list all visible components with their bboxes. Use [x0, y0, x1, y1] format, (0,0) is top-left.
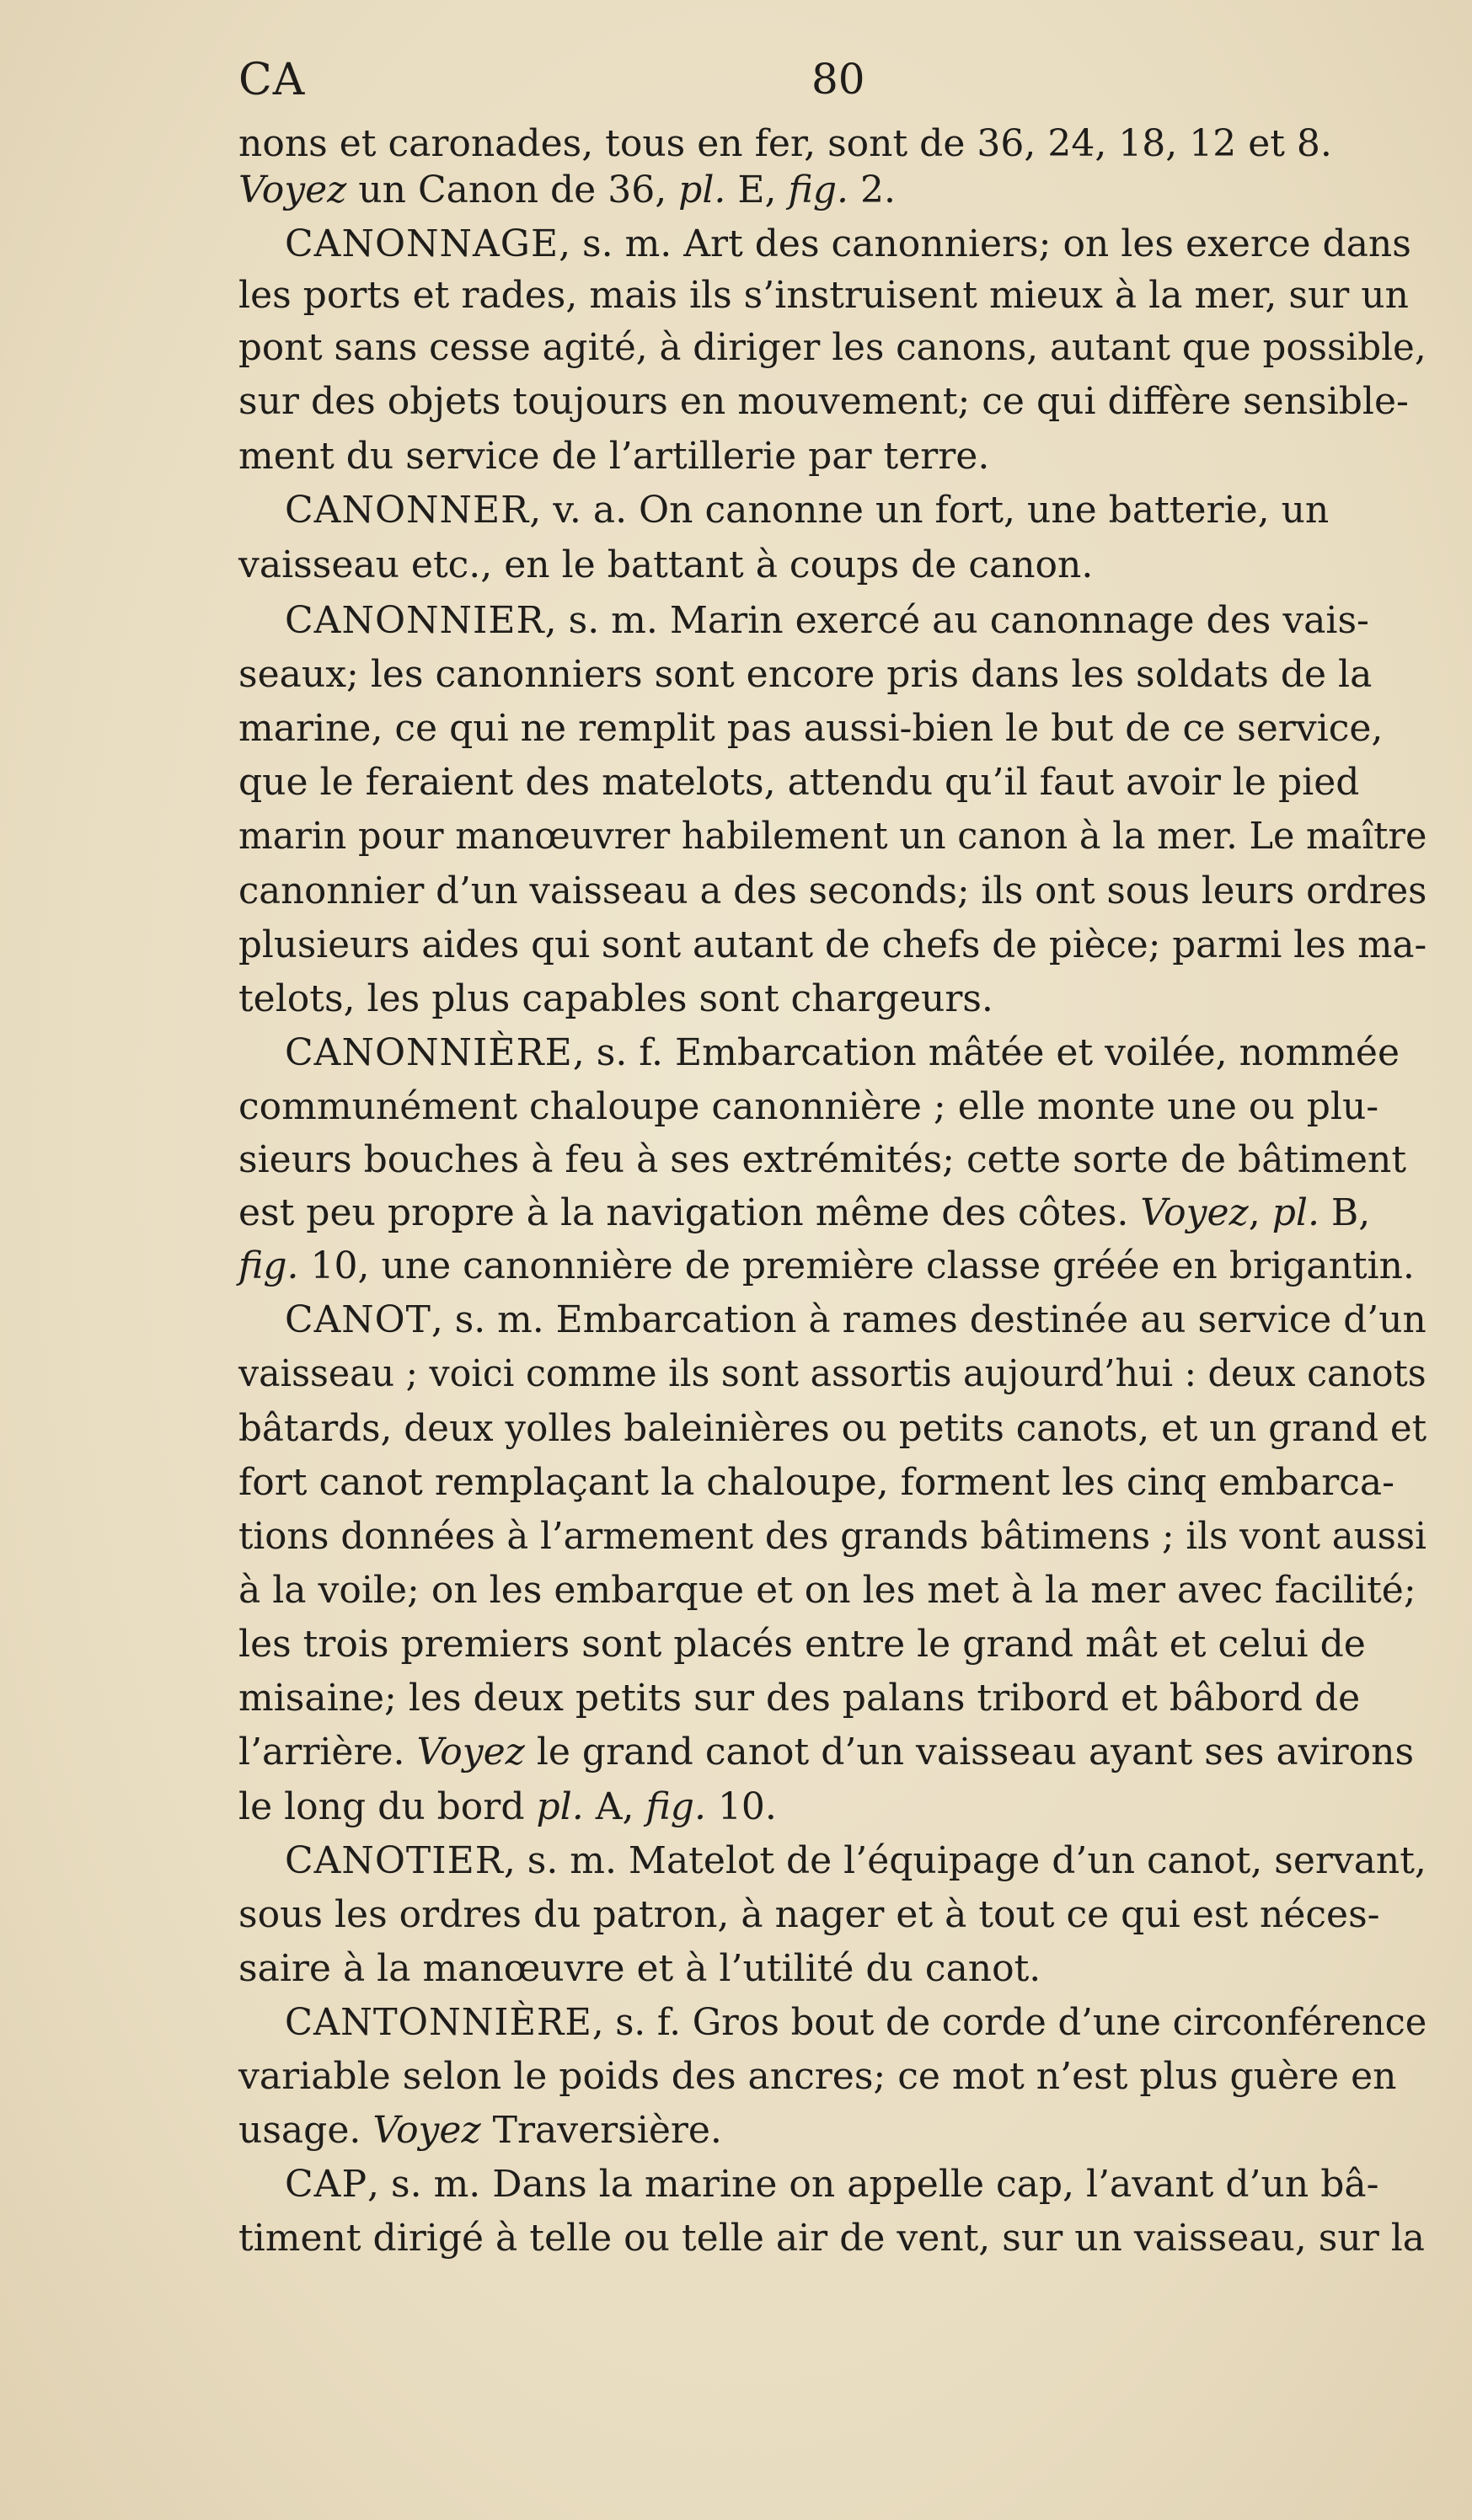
text-run: un Canon de 36, — [346, 169, 679, 211]
text-run: tions données à l’armement des grands bâtimens ; ils vont aussi — [238, 1515, 1427, 1558]
headword: CANONNER — [285, 489, 530, 532]
text-line — [238, 757, 1359, 809]
entry-first-line — [285, 2159, 1378, 2211]
text-line — [238, 973, 993, 1025]
text-line — [238, 649, 1372, 701]
text-line — [238, 811, 1427, 863]
page-number: 80 — [811, 55, 865, 104]
entry-first-line — [285, 484, 1329, 537]
text-run: , s. m. Matelot de l’équipage d’un canot, servant, — [503, 1839, 1427, 1882]
text-run: E, — [725, 169, 789, 211]
running-head: CA — [238, 55, 306, 105]
text-run: plusieurs aides qui sont autant de chefs de pièce; parmi les ma- — [238, 923, 1427, 966]
text-run: saire à la manœuvre et à l’utilité du canot. — [238, 1947, 1041, 1990]
text-run: les trois premiers sont placés entre le grand mât et celui de — [238, 1623, 1366, 1666]
italic-reference: fig. — [238, 1244, 299, 1287]
text-line — [238, 1081, 1378, 1133]
text-run: 10. — [705, 1785, 777, 1828]
text-line — [238, 1457, 1394, 1509]
text-line — [238, 1889, 1380, 1941]
text-run: , s. f. Embarcation mâtée et voilée, nommée — [572, 1031, 1400, 1074]
text-run: sur des objets toujours en mouvement; ce qui diffère sensible- — [238, 380, 1409, 423]
text-line — [238, 270, 1409, 322]
italic-reference: pl. — [1271, 1191, 1319, 1234]
text-line — [238, 1187, 1370, 1239]
italic-reference: pl. — [536, 1785, 584, 1828]
entry-first-line — [285, 1835, 1427, 1887]
entry-first-line — [285, 1997, 1427, 2049]
text-line — [238, 703, 1383, 755]
text-run: le long du bord — [238, 1785, 537, 1828]
text-line — [238, 865, 1427, 918]
headword: CANONNIER — [285, 599, 545, 642]
italic-reference: fig. — [788, 169, 848, 211]
text-run: , s. f. Gros bout de corde d’une circonférence — [591, 2001, 1427, 2044]
text-run: à la voile; on les embarque et on les met à la mer avec facilité; — [238, 1569, 1416, 1612]
text-run: , s. m. Embarcation à rames destinée au service d’un — [431, 1298, 1427, 1341]
text-run: vaisseau etc., en le battant à coups de canon. — [238, 543, 1094, 586]
text-line — [238, 2051, 1396, 2103]
text-line — [238, 164, 896, 217]
text-run: le grand canot d’un vaisseau ayant ses avirons — [524, 1731, 1415, 1774]
text-line — [238, 1672, 1360, 1725]
italic-reference: Voyez — [372, 2109, 481, 2152]
text-line — [238, 1726, 1414, 1779]
headword: CAP — [285, 2163, 368, 2206]
text-run: 10, une canonnière de première classe gréée en brigantin. — [298, 1244, 1415, 1287]
text-run: fort canot remplaçant la chaloupe, forment les cinq embarca- — [238, 1461, 1394, 1504]
headword: CANONNIÈRE — [285, 1031, 573, 1074]
text-run: que le feraient des matelots, attendu qu’il faut avoir le pied — [238, 761, 1360, 804]
text-run: Traversière. — [480, 2109, 722, 2152]
text-line — [238, 118, 1332, 170]
text-line — [238, 1348, 1427, 1400]
text-line — [238, 1134, 1406, 1186]
italic-reference: Voyez — [238, 169, 347, 211]
text-line — [238, 1403, 1427, 1455]
text-run: vaisseau ; voici comme ils sont assortis aujourd’hui : deux canots — [238, 1352, 1427, 1395]
text-run: seaux; les canonniers sont encore pris dans les soldats de la — [238, 653, 1373, 696]
text-line — [238, 2212, 1425, 2265]
text-run: bâtards, deux yolles baleinières ou petits canots, et un grand et — [238, 1407, 1427, 1450]
text-line — [238, 1240, 1415, 1292]
italic-reference: Voyez — [416, 1731, 525, 1774]
italic-reference: Voyez — [1140, 1191, 1249, 1234]
text-run: telots, les plus capables sont chargeurs. — [238, 977, 993, 1020]
headword: CANTONNIÈRE — [285, 2001, 592, 2044]
text-run: l’arrière. — [238, 1731, 417, 1774]
text-run: nons et caronades, tous en fer, sont de 36, 24, 18, 12 et 8. — [238, 122, 1332, 165]
text-run: canonnier d’un vaisseau a des seconds; ils ont sous leurs ordres — [238, 869, 1427, 912]
text-line — [238, 1618, 1366, 1671]
text-run: timent dirigé à telle ou telle air de vent, sur un vaisseau, sur la — [238, 2217, 1426, 2260]
text-run: est peu propre à la navigation même des côtes. — [238, 1191, 1141, 1234]
text-run: sieurs bouches à feu à ses extrémités; cette sorte de bâtiment — [238, 1138, 1406, 1181]
entry-first-line — [285, 1294, 1427, 1346]
text-run: B, — [1319, 1191, 1371, 1234]
text-run: , s. m. Art des canonniers; on les exerce dans — [559, 222, 1411, 265]
text-run: marin pour manœuvrer habilement un canon à la mer. Le maître — [238, 815, 1427, 858]
text-run: , s. m. Dans la marine on appelle cap, l’avant d’un bâ- — [367, 2163, 1379, 2206]
entry-first-line — [285, 218, 1411, 270]
text-run: , — [1248, 1191, 1272, 1234]
text-line — [238, 376, 1409, 428]
text-run: marine, ce qui ne remplit pas aussi-bien le but de ce service, — [238, 707, 1384, 750]
text-line — [238, 322, 1427, 374]
text-run: 2. — [848, 169, 896, 211]
text-run: les ports et rades, mais ils s’instruisent mieux à la mer, sur un — [238, 274, 1409, 317]
text-line — [238, 1565, 1416, 1617]
text-run: misaine; les deux petits sur des palans tribord et bâbord de — [238, 1677, 1361, 1720]
entry-first-line — [285, 1027, 1400, 1079]
text-run: A, — [583, 1785, 646, 1828]
italic-reference: pl. — [678, 169, 726, 211]
text-run: communément chaloupe canonnière ; elle monte une ou plu- — [238, 1085, 1379, 1128]
entry-first-line — [285, 595, 1369, 647]
headword: CANONNAGE — [285, 222, 559, 265]
italic-reference: fig. — [645, 1785, 706, 1828]
text-line — [238, 431, 989, 483]
text-run: ment du service de l’artillerie par terre. — [238, 435, 990, 478]
text-run: usage. — [238, 2109, 373, 2152]
text-run: variable selon le poids des ancres; ce mot n’est plus guère en — [238, 2055, 1397, 2098]
text-line — [238, 539, 1093, 591]
text-line — [238, 919, 1427, 971]
text-run: pont sans cesse agité, à diriger les canons, autant que possible, — [238, 326, 1427, 369]
text-line — [238, 2105, 722, 2157]
text-run: , v. a. On canonne un fort, une batterie, un — [529, 489, 1330, 532]
text-run: sous les ordres du patron, à nager et à tout ce qui est néces- — [238, 1893, 1380, 1936]
text-line — [238, 1511, 1427, 1563]
text-line — [238, 1943, 1041, 1995]
text-run: , s. m. Marin exercé au canonnage des vais- — [544, 599, 1369, 642]
page-header — [238, 55, 1427, 107]
headword: CANOTIER — [285, 1839, 504, 1882]
headword: CANOT — [285, 1298, 431, 1341]
text-line — [238, 1781, 777, 1833]
